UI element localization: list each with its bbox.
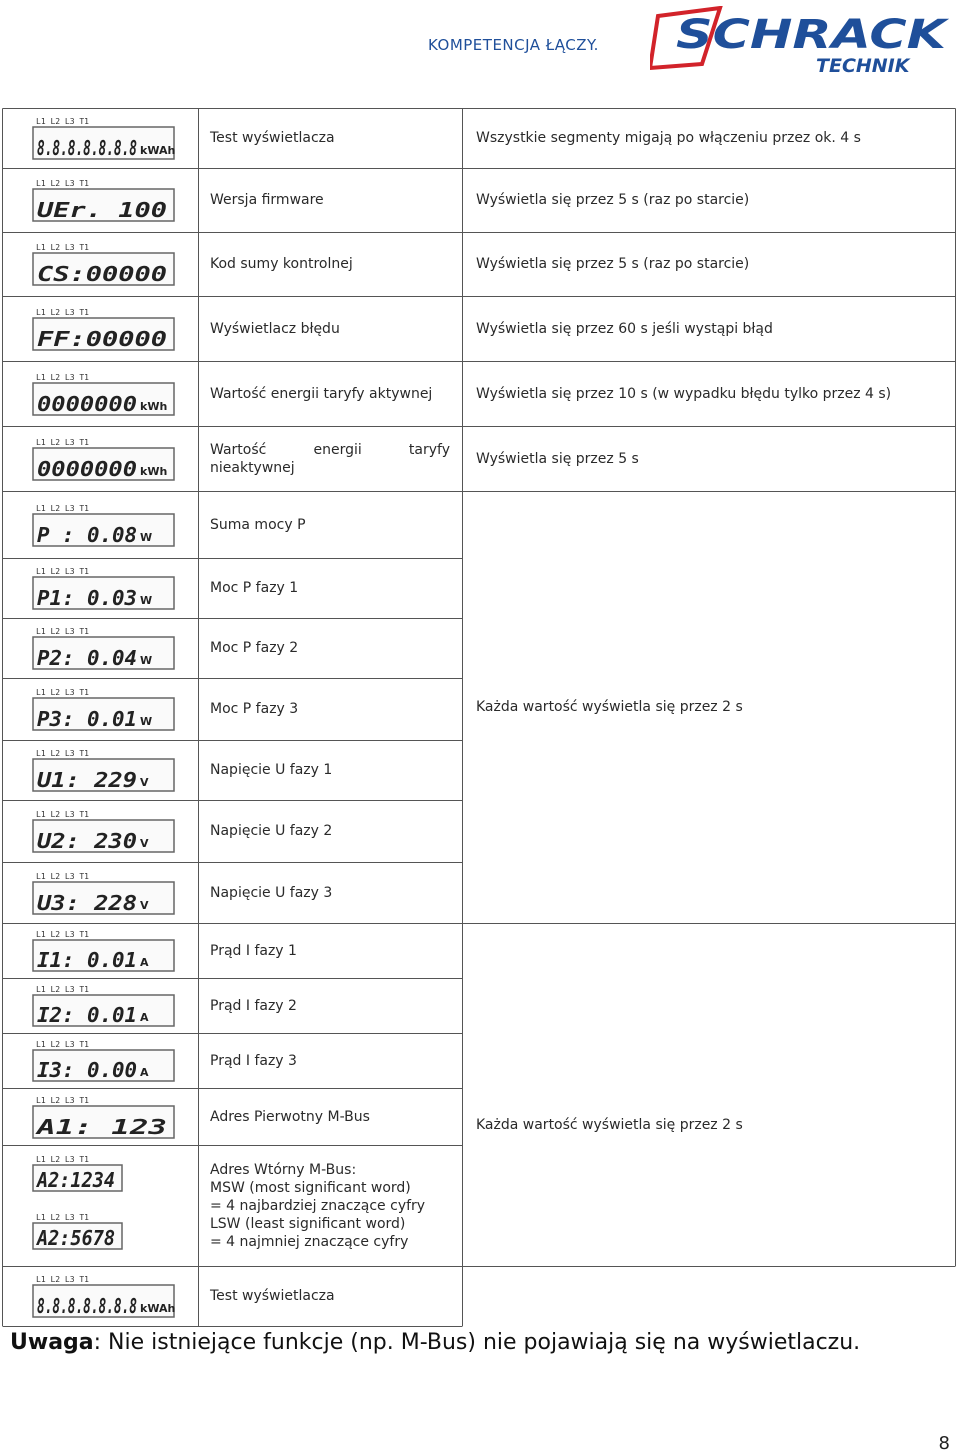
lcd-display [32,177,176,223]
lcd-digits: FF:00000 [37,326,167,351]
svg-text:L1 L2 L3 T1: L1 L2 L3 T1 [36,930,89,939]
lcd-display [32,1153,124,1193]
lcd-digits: U1: 229 [37,768,137,792]
svg-text:L1 L2 L3 T1: L1 L2 L3 T1 [36,1155,89,1164]
row-name: Moc P fazy 2 [210,640,299,656]
row-name: Test wyświetlacza [210,130,335,146]
row-name: Prąd I fazy 3 [210,1052,297,1069]
lcd-unit: W [140,594,153,607]
lcd-digits: A2:1234 [35,1168,115,1192]
lcd-display [32,1094,176,1140]
lcd-display [32,686,176,732]
row-name: Prąd I fazy 1 [210,942,297,959]
lcd-display [32,870,176,916]
lcd-display [32,1211,124,1251]
schrack-logo [650,6,950,76]
svg-text:L1 L2 L3 T1: L1 L2 L3 T1 [36,437,89,447]
lcd-digits: 8.8.8.8.8.8.8 [37,136,137,160]
lcd-digits: A1: 123 [33,1114,167,1139]
lcd-unit: W [140,715,153,728]
row-description: Wszystkie segmenty migają po włączeniu przez ok. 4 s [476,130,861,146]
lcd-unit: kWh [140,399,168,413]
lcd-digits: 0000000 [37,456,137,481]
lcd-unit: kWh [140,464,168,478]
svg-text:L1 L2 L3 T1: L1 L2 L3 T1 [36,627,89,636]
svg-text:L1 L2 L3 T1: L1 L2 L3 T1 [36,117,89,126]
row-name: Wersja firmware [210,192,324,208]
svg-text:L1 L2 L3 T1: L1 L2 L3 T1 [36,372,89,382]
row-description: Wyświetla się przez 5 s [476,450,639,467]
lcd-unit: V [140,776,149,789]
lcd-digits: I3: 0.00 [37,1058,137,1082]
row-name: Adres Pierwotny M-Bus [210,1108,370,1125]
svg-text:L1 L2 L3 T1: L1 L2 L3 T1 [36,688,89,697]
lcd-digits: P3: 0.01 [37,707,137,731]
lcd-display [32,436,176,482]
lcd-display [32,808,176,854]
lcd-digits: CS:00000 [37,262,167,286]
lcd-unit: kWAh [140,144,176,157]
merged-description: Każda wartość wyświetla się przez 2 s [476,1117,743,1133]
row-name: Wyświetlacz błędu [210,320,340,337]
lcd-unit: A [140,1011,149,1024]
lcd-digits: I2: 0.01 [37,1003,137,1027]
svg-text:SCHRACK: SCHRACK [676,12,950,58]
lcd-display [32,502,176,548]
tagline: KOMPETENCJA ŁĄCZY. [428,36,599,54]
svg-text:L1 L2 L3 T1: L1 L2 L3 T1 [36,567,89,576]
row-name: Moc P fazy 1 [210,580,299,596]
lcd-display [32,565,176,611]
row-name: Adres Wtórny M-Bus: MSW (most significant word) = 4 najbardziej znaczące cyfry LSW (least significant word) = 4 najmniej znaczące cyfry [210,1161,426,1250]
row-description: Wyświetla się przez 60 s jeśli wystąpi błąd [476,320,773,337]
page-header [0,0,960,100]
lcd-unit: W [140,530,153,544]
lcd-digits: P : 0.08 [37,522,137,547]
lcd-display [32,1038,176,1083]
lcd-digits: U3: 228 [37,890,137,915]
lcd-display [32,983,176,1028]
row-name: Prąd I fazy 2 [210,997,297,1014]
lcd-digits: UEr. 100 [37,198,167,222]
row-description: Wyświetla się przez 5 s (raz po starcie) [476,192,750,208]
svg-text:TECHNIK: TECHNIK [816,55,910,76]
row-name: Kod sumy kontrolnej [210,256,353,272]
svg-text:L1 L2 L3 T1: L1 L2 L3 T1 [36,1040,89,1049]
row-name: Wartość energii taryfy nieaktywnej [210,441,450,476]
note [10,1328,955,1358]
row-name: Wartość energii taryfy aktywnej [210,385,433,402]
lcd-unit: V [140,837,149,850]
lcd-unit: V [140,898,149,912]
lcd-digits: U2: 230 [37,829,137,853]
lcd-unit: A [140,1066,149,1079]
lcd-digits: 0000000 [37,391,137,416]
svg-text:L1 L2 L3 T1: L1 L2 L3 T1 [36,1275,89,1284]
lcd-unit: kWAh [140,1302,176,1315]
page-number: 8 [938,1433,950,1454]
row-description: Wyświetla się przez 10 s (w wypadku błędu tylko przez 4 s) [476,385,892,402]
row-name: Moc P fazy 3 [210,701,299,717]
lcd-display [32,747,176,793]
lcd-unit: W [140,654,153,667]
lcd-digits: P2: 0.04 [37,646,137,670]
row-name: Napięcie U fazy 3 [210,884,333,901]
svg-text:L1 L2 L3 T1: L1 L2 L3 T1 [36,1095,89,1105]
merged-description: Każda wartość wyświetla się przez 2 s [476,699,743,715]
row-name: Suma mocy P [210,516,306,533]
display-sequence-table [2,108,956,1326]
row-name: Test wyświetlacza [210,1288,335,1304]
lcd-display [32,1273,176,1319]
lcd-display [32,371,176,417]
svg-text:L1 L2 L3 T1: L1 L2 L3 T1 [36,1213,89,1222]
svg-text:L1 L2 L3 T1: L1 L2 L3 T1 [36,179,89,188]
svg-text:L1 L2 L3 T1: L1 L2 L3 T1 [36,503,89,513]
lcd-display [32,928,176,973]
lcd-display [32,241,176,287]
row-description: Wyświetla się przez 5 s (raz po starcie) [476,256,750,272]
svg-text:L1 L2 L3 T1: L1 L2 L3 T1 [36,985,89,994]
lcd-digits: A2:5678 [35,1226,115,1250]
row-name: Napięcie U fazy 2 [210,823,333,839]
svg-text:L1 L2 L3 T1: L1 L2 L3 T1 [36,810,89,819]
svg-text:L1 L2 L3 T1: L1 L2 L3 T1 [36,307,89,317]
lcd-unit: A [140,956,149,969]
lcd-digits: P1: 0.03 [37,586,137,610]
svg-text:L1 L2 L3 T1: L1 L2 L3 T1 [36,871,89,881]
lcd-display [32,306,176,352]
svg-text:L1 L2 L3 T1: L1 L2 L3 T1 [36,749,89,758]
lcd-display [32,115,176,161]
lcd-digits: I1: 0.01 [37,948,137,972]
note-text: : Nie istniejące funkcje (np. M-Bus) nie pojawiają się na wyświetlaczu. [93,1330,861,1355]
lcd-digits: 8.8.8.8.8.8.8 [37,1294,137,1318]
lcd-display [32,625,176,671]
row-name: Napięcie U fazy 1 [210,762,333,778]
note-label: Uwaga [10,1330,94,1355]
svg-text:L1 L2 L3 T1: L1 L2 L3 T1 [36,243,89,252]
